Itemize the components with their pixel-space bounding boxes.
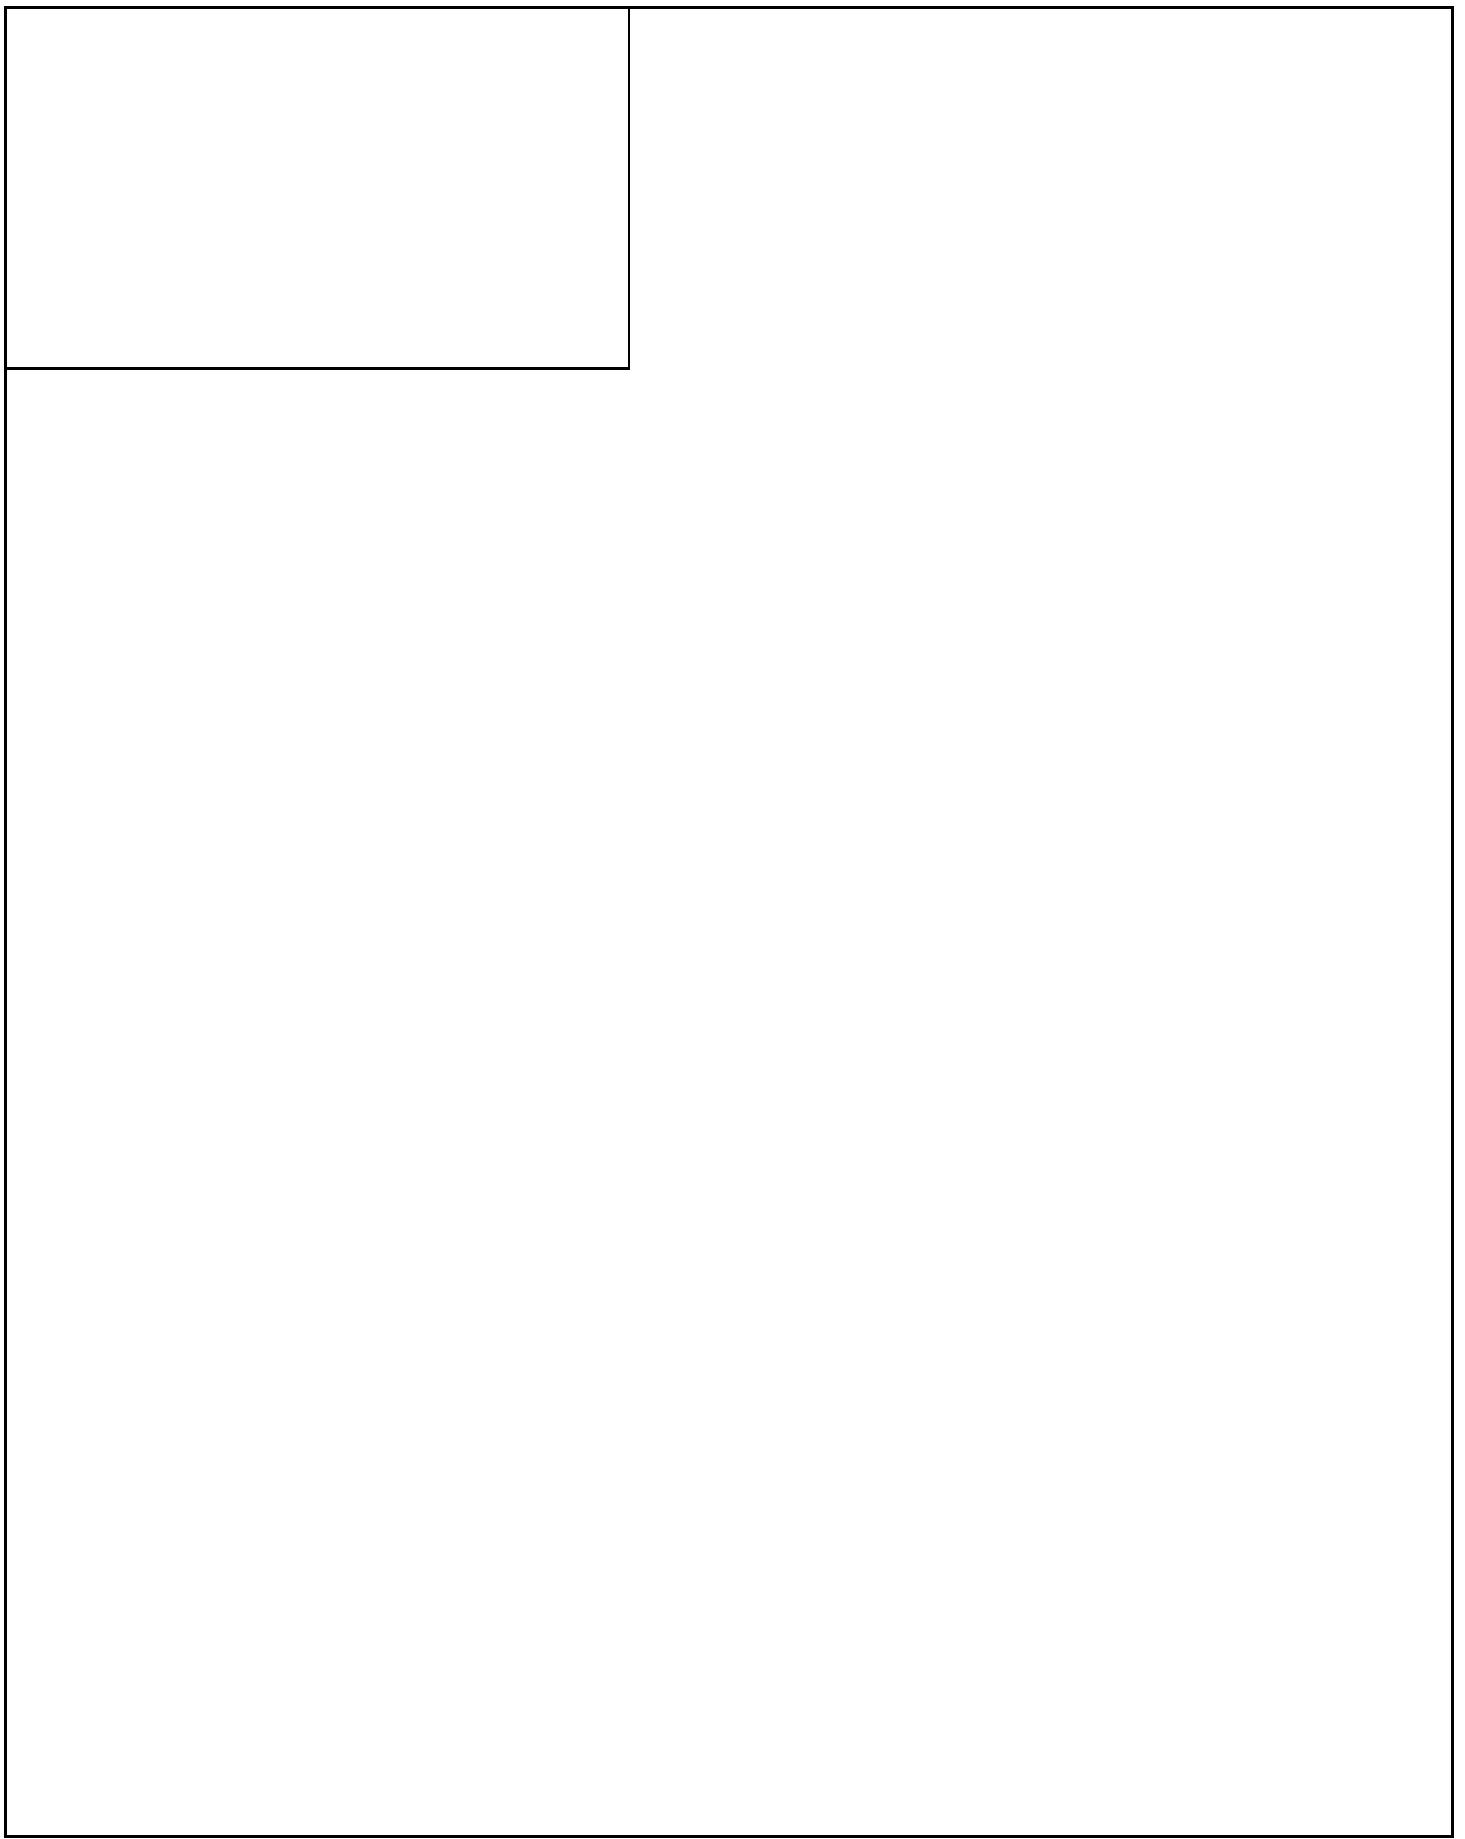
march-calendar xyxy=(4,6,1454,1838)
month-title xyxy=(147,99,151,189)
shamrock-leaves-icon xyxy=(7,9,630,367)
calendar-title-banner xyxy=(7,9,630,370)
